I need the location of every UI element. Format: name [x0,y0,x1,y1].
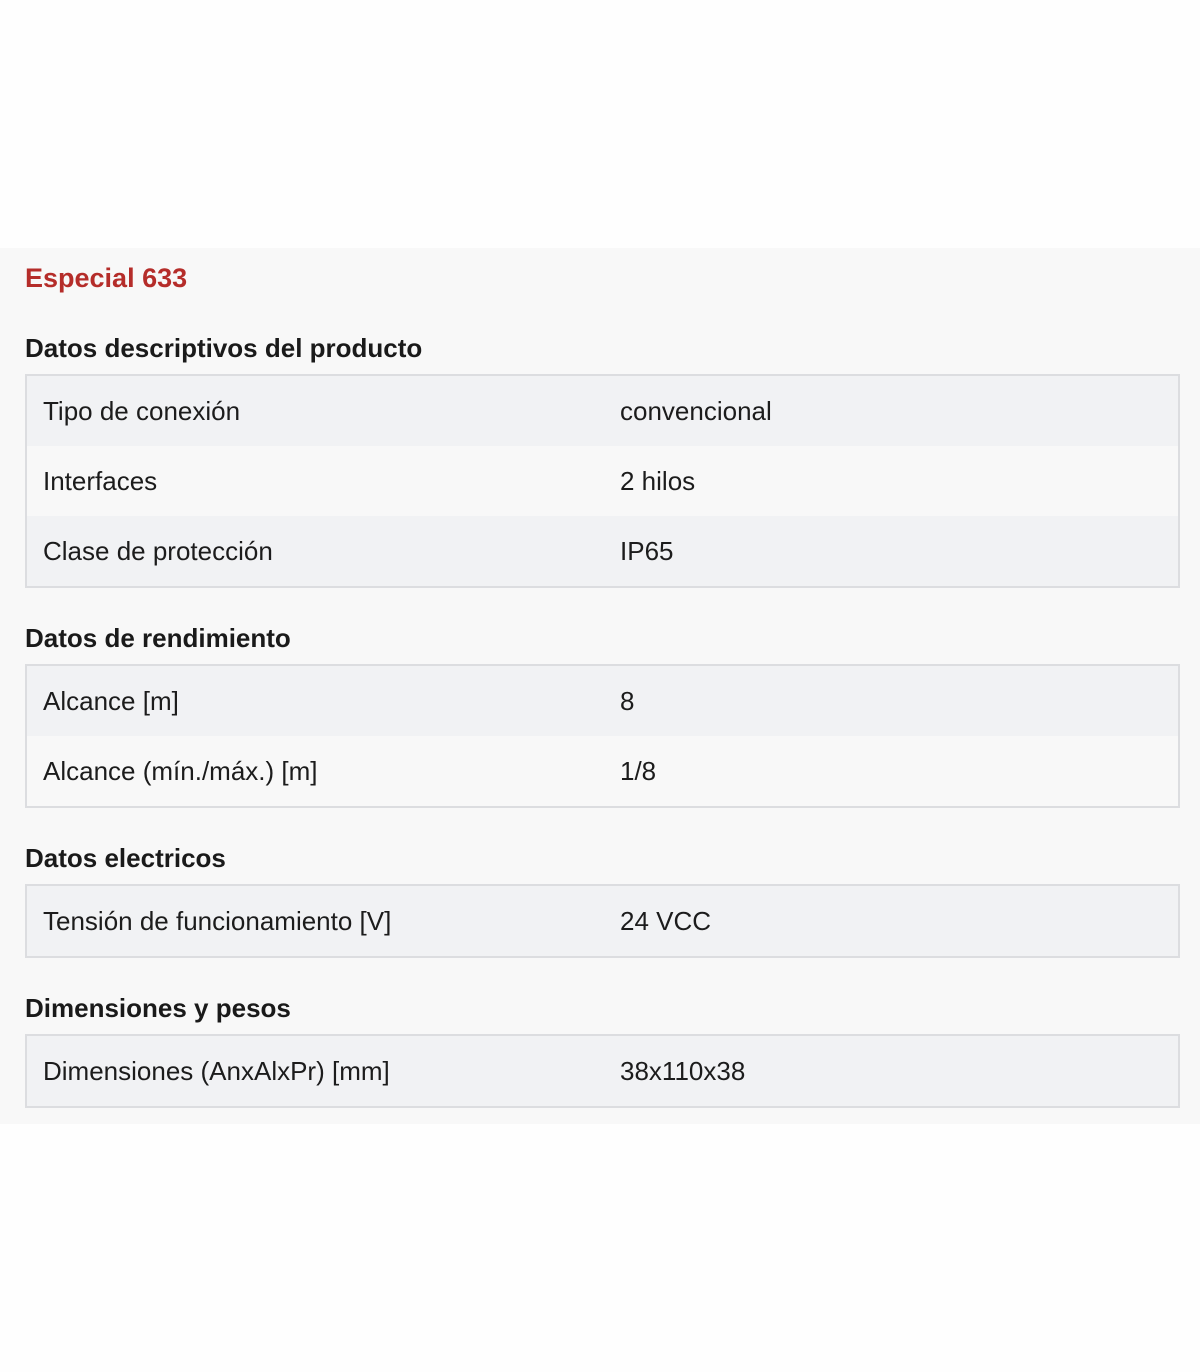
section-heading-performance: Datos de rendimiento [25,623,291,653]
spec-table-electrical [25,884,1180,958]
spec-row [27,1036,1178,1106]
spec-label: Alcance (mín./máx.) [m] [43,756,318,786]
section-heading-descriptive: Datos descriptivos del producto [25,333,423,363]
spec-label: Interfaces [43,466,158,496]
spec-label: Dimensiones (AnxAlxPr) [mm] [43,1056,390,1086]
spec-value: IP65 [620,536,674,566]
spec-value: convencional [620,396,772,426]
spec-row [27,666,1178,736]
spec-value: 1/8 [620,756,657,786]
spec-row [27,516,1178,586]
spec-row [27,886,1178,956]
spec-label: Tipo de conexión [43,396,241,426]
section-heading-electrical: Datos electricos [25,843,226,873]
section-heading-dimensions: Dimensiones y pesos [25,993,291,1023]
spec-value: 8 [620,686,635,716]
spec-table-performance [25,664,1180,808]
spec-table-dimensions [25,1034,1180,1108]
spec-label: Alcance [m] [43,686,179,716]
spec-label: Clase de protección [43,536,273,566]
spec-row [27,446,1178,516]
spec-table-descriptive [25,374,1180,588]
spec-label: Tensión de funcionamiento [V] [43,906,392,936]
product-title: Especial 633 [25,263,188,293]
spec-value: 2 hilos [620,466,696,496]
spec-value: 38x110x38 [620,1056,746,1086]
spec-row [27,376,1178,446]
spec-row [27,736,1178,806]
spec-value: 24 VCC [620,906,712,936]
